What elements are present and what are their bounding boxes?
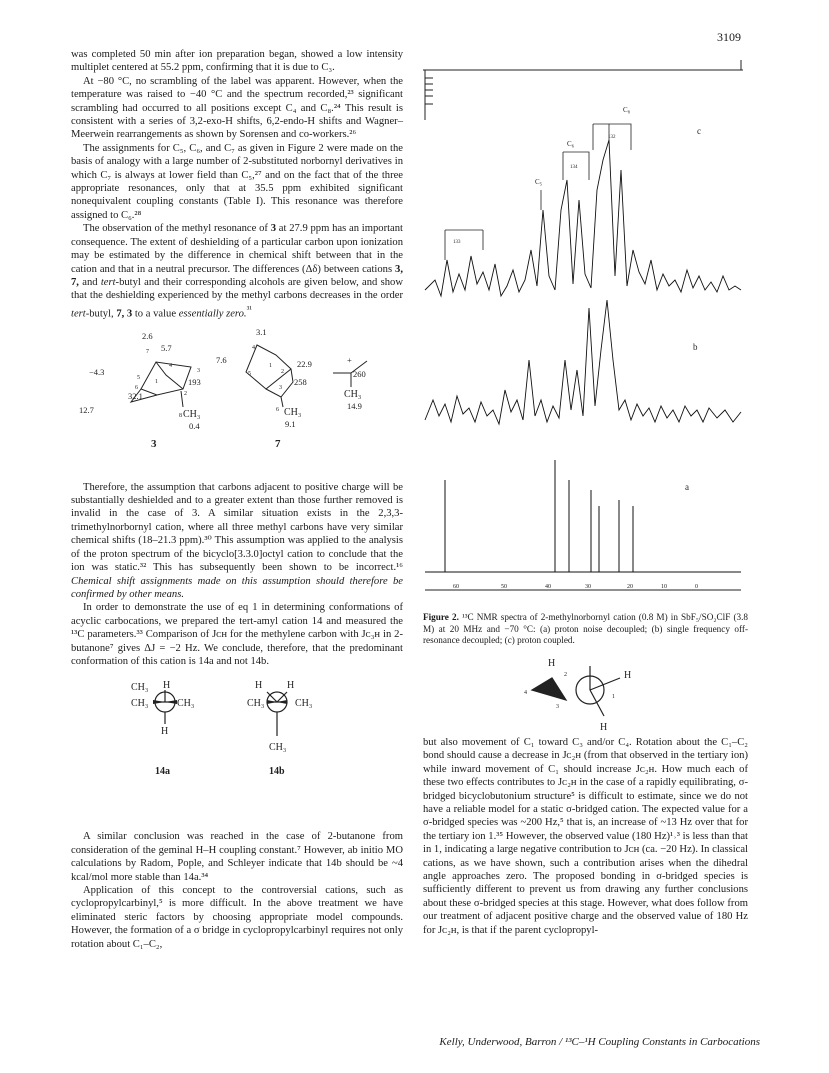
paragraph: In order to demonstrate the use of eq 1 in determining conformations of acyclic carbocations, we prepared the tert-amyl cation 14 and measured the ¹³C parameters.³³ Comparison of Jᴄʜ for the methylene carbon with Jᴄ₃ʜ in 2-butanone⁷ gives ΔJ = −2 Hz. We conclude, therefore, that the predominant conformation of this cation is 14a and not 14b. [71,602,403,667]
svg-text:5: 5 [137,374,140,381]
svg-text:20: 20 [627,584,633,590]
svg-text:H: H [161,726,169,738]
paragraph: At −80 °C, no scrambling of the label was apparent. However, when the temperature was raised to −40 °C and the spectrum recorded,²³ significant scrambling had occurred to all positions except C₄ and C₈.²⁴ This result is consistent with a series of 3,2-exo-H shifts, 6,2-endo-H shifts and Wagner–Meerwein rearrangements as shown by Sorensen and co-workers.²⁶ [71,75,403,141]
shift-label: 193 [188,376,201,387]
svg-text:10: 10 [661,584,667,590]
svg-text:3: 3 [197,367,200,374]
spectrum-label-b: b [693,342,698,352]
shift-label: 9.1 [285,418,296,429]
shift-label: 14.9 [347,400,362,411]
svg-text:4: 4 [524,690,527,696]
methyl-label: CH₃ [344,388,362,400]
plus-sign: + [347,354,352,365]
svg-text:H: H [600,722,608,733]
svg-text:CH₃: CH₃ [177,698,195,710]
svg-text:2: 2 [564,672,567,678]
svg-text:C₆: C₆ [567,140,575,148]
methyl-label: CH₃ [183,408,201,420]
svg-text:2: 2 [184,390,187,397]
svg-text:3: 3 [556,704,559,710]
structure-label: 14a [155,766,170,778]
svg-text:4: 4 [252,344,255,351]
spectrum-label-a: a [685,482,689,492]
conformers-svg [71,674,403,784]
spectrum-label-c: c [697,126,701,136]
svg-text:H: H [287,680,295,692]
svg-text:CH₃: CH₃ [269,742,287,754]
running-footer: Kelly, Underwood, Barron / ¹³C–¹H Coupling Constants in Carbocations [439,1036,760,1048]
svg-text:3: 3 [279,384,282,391]
structures-svg [71,327,403,477]
svg-text:134: 134 [570,165,578,170]
svg-text:50: 50 [501,584,507,590]
svg-text:H: H [624,670,632,681]
paragraph: The assignments for C₅, C₆, and C₇ as given in Figure 2 were made on the basis of analogy with a large number of 2-substituted norbornyl derivatives in which C₇ is always at lower field than C₅,²⁷ and on the fact that of the three appropriate resonances, only that at 35.5 ppm exhibited significant nonequivalent coupling constants (Table I). This resonance was therefore assigned to C₆.²⁸ [71,142,403,221]
svg-text:6: 6 [135,384,138,391]
paragraph: was completed 50 min after ion preparation began, showed a low intensity multiplet centered at 55.2 ppm, confirming that it is due to C₃. [71,49,403,74]
right-column: but also movement of C₁ toward C₃ and/or C₄. Rotation about the C₁–C₂ bond should cause a decrease in Jᴄ₂ʜ (from that observed in the tertiary ion) while inward movement of C₁ should increase Jᴄ₂ʜ. How much each of these two effects contributes to Jᴄ₂ʜ in the case of a rapidly equilibrating, σ-bridged bicyclobutonium structure⁵ is difficult to estimate, since we do not have a reliable model for a static σ-bridged cation. The expected value for a σ-bridged species was ~200 Hz,⁵ that is, an increase of ~13 Hz over that for the tertiary ion 1.³⁵ However, the observed value (180 Hz)¹˒³ is less than that in 1, indicating a large negative contribution to Jᴄʜ (ca. −20 Hz). In classical cations, as we have shown, such a contribution arises when the dihedral angle approaches zero. The proposed bonding in σ-bridged species is sufficiently different to prevent us from drawing any further conclusions about these σ-bridged species at this stage. However, what does follow from our treatment of adjacent positive charge and the observed value of 180 Hz for Jᴄ₂ʜ, is that if the parent cyclopropyl- [423,737,748,936]
svg-text:7: 7 [146,348,149,355]
svg-text:1: 1 [269,362,272,369]
shift-label: 258 [294,376,307,387]
svg-text:5: 5 [248,370,251,377]
svg-text:C₅: C₅ [535,178,543,186]
newman-projection [520,658,670,743]
svg-text:H: H [255,680,263,692]
svg-text:H: H [163,680,171,692]
svg-text:133: 133 [453,240,461,245]
svg-text:H: H [548,658,556,669]
shift-label: 5.7 [161,342,172,353]
svg-text:CH₃: CH₃ [247,698,265,710]
svg-text:0: 0 [695,584,698,590]
paragraph: A similar conclusion was reached in the case of 2-butanone from consideration of the geminal H–H coupling constant.⁷ However, ab initio MO calculations by Radom, Pople, and Schleyer indicate that 14b should be ~4 kcal/mol more stable than 14a.³⁴ [71,831,403,883]
page-number: 3109 [717,30,741,44]
svg-text:CH₃: CH₃ [295,698,313,710]
conformer-structures [71,674,403,824]
svg-text:CH₃: CH₃ [131,698,149,710]
paragraph: Application of this concept to the controversial cations, such as cyclopropylcarbinyl,⁵ is more difficult. In the above treatment we have eliminated steric factors by choosing appropriate model compounds. However, the formation of a σ bridge in cyclopropylcarbinyl requires not only rotation about C₁–C₂, [71,884,403,950]
svg-text:30: 30 [585,584,591,590]
deshielding-structures [71,327,403,477]
svg-text:6: 6 [276,406,279,413]
svg-text:4: 4 [169,362,172,369]
shift-label: 260 [353,368,366,379]
svg-text:40: 40 [545,584,551,590]
figure-caption: Figure 2. ¹³C NMR spectra of 2-methylnorbornyl cation (0.8 M) in SbF₅/SO₂ClF (3.8 M) at 20 MHz and −70 °C: (a) proton noise decoupled; (b) single frequency off-resonance decoupled; (c) proton coupled. [423,612,749,646]
svg-text:1: 1 [612,694,615,700]
bicyclooctyl-skeleton [246,345,293,407]
structure-label: 7 [275,437,281,450]
shift-label: 3.1 [256,326,267,337]
shift-label: −4.3 [89,366,105,377]
shift-label: 32.1 [128,390,143,401]
structure-label: 14b [269,766,285,778]
svg-text:CH₃: CH₃ [131,682,149,694]
svg-text:C₈: C₈ [623,106,631,114]
svg-text:2: 2 [281,368,284,375]
svg-text:8: 8 [179,412,182,419]
svg-text:60: 60 [453,584,459,590]
svg-text:132: 132 [608,135,616,140]
structure-label: 3 [151,437,157,450]
shift-label: 7.6 [216,354,227,365]
nmr-figure [423,60,748,608]
shift-label: 22.9 [297,358,312,369]
methyl-label: CH₃ [284,406,302,418]
svg-text:1: 1 [155,378,158,385]
nmr-spectra-svg [423,60,748,608]
paragraph: Therefore, the assumption that carbons adjacent to positive charge will be substantially deshielded and to a greater extent than those further removed is invalid in the case of 3. A similar situation exists in the 2,3,3-trimethylnorbornyl cation, where all three methyl carbons have very similar chemical shifts (18–21.3 ppm).³⁰ This assumption was applied to the analysis of the proton spectrum of the bicyclo[3.3.0]octyl cation to conclude that the ion was static.³² This has subsequently been shown to be incorrect.¹⁶ Chemical shift assignments made on this assumption should therefore be confirmed by other means. [71,481,403,600]
shift-label: 2.6 [142,330,153,341]
left-column [71,48,403,951]
shift-label: 0.4 [189,420,200,431]
paragraph: The observation of the methyl resonance of 3 at 27.9 ppm has an important consequence. The extent of deshielding of a particular carbon upon ionization may be estimated by the difference in chemical shift between that in the cation and that in a neutral precursor. The differences (Δδ) between cations 3, 7, and tert-butyl and their corresponding alcohols are given below, and show that the deshielding experienced by the methyl carbons decreases in the order tert-butyl, 7, 3 to a value essentially zero.$^{^{31}}$ [71,223,403,320]
shift-label: 12.7 [79,404,94,415]
